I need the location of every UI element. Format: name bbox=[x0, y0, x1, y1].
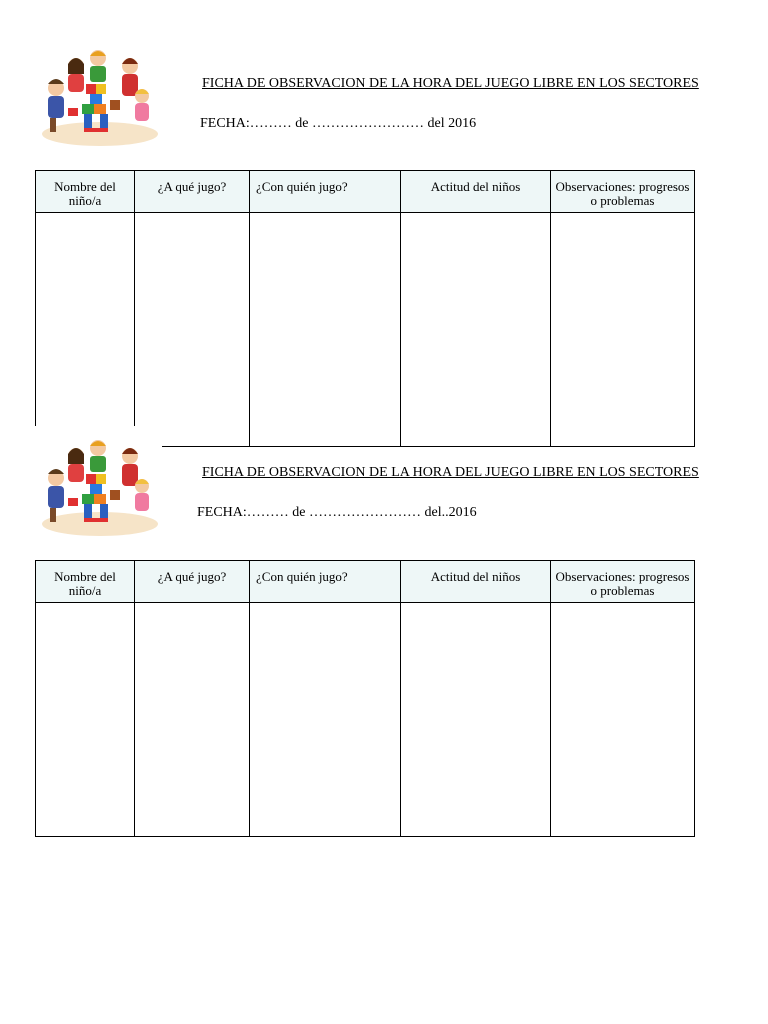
date-line: FECHA:……… de …………………… del..2016 bbox=[197, 505, 477, 520]
column-header-attitude: Actitud del niños bbox=[401, 171, 551, 213]
form-title: FICHA DE OBSERVACION DE LA HORA DEL JUEGO LIBRE EN LOS SECTORES bbox=[202, 465, 699, 480]
column-header-with-whom: ¿Con quién jugo? bbox=[250, 171, 401, 213]
column-header-what-played: ¿A qué jugo? bbox=[135, 561, 250, 603]
cell-observations[interactable] bbox=[551, 213, 695, 447]
cell-what-played[interactable] bbox=[135, 213, 250, 447]
column-header-observations: Observaciones: progresos o problemas bbox=[551, 561, 695, 603]
cell-name[interactable] bbox=[36, 603, 135, 837]
table-header-row bbox=[36, 561, 695, 603]
column-header-name: Nombre del niño/a bbox=[36, 561, 135, 603]
observation-form-2 bbox=[0, 430, 768, 860]
cell-observations[interactable] bbox=[551, 603, 695, 837]
children-playing-icon bbox=[38, 44, 162, 148]
cell-with-whom[interactable] bbox=[250, 213, 401, 447]
cell-what-played[interactable] bbox=[135, 603, 250, 837]
cell-attitude[interactable] bbox=[401, 213, 551, 447]
children-playing-icon bbox=[38, 434, 162, 538]
observation-table bbox=[35, 170, 695, 447]
column-header-name: Nombre del niño/a bbox=[36, 171, 135, 213]
column-header-what-played: ¿A qué jugo? bbox=[135, 171, 250, 213]
date-line: FECHA:……… de …………………… del 2016 bbox=[200, 116, 477, 131]
column-header-with-whom: ¿Con quién jugo? bbox=[250, 561, 401, 603]
table-header-row bbox=[36, 171, 695, 213]
observation-form-1 bbox=[0, 0, 768, 460]
column-header-attitude: Actitud del niños bbox=[401, 561, 551, 603]
column-header-observations: Observaciones: progresos o problemas bbox=[551, 171, 695, 213]
table-row bbox=[36, 213, 695, 447]
cell-with-whom[interactable] bbox=[250, 603, 401, 837]
observation-table bbox=[35, 560, 695, 837]
table-row bbox=[36, 603, 695, 837]
form-title: FICHA DE OBSERVACION DE LA HORA DEL JUEGO LIBRE EN LOS SECTORES bbox=[202, 76, 699, 91]
cell-name[interactable] bbox=[36, 213, 135, 447]
cell-attitude[interactable] bbox=[401, 603, 551, 837]
